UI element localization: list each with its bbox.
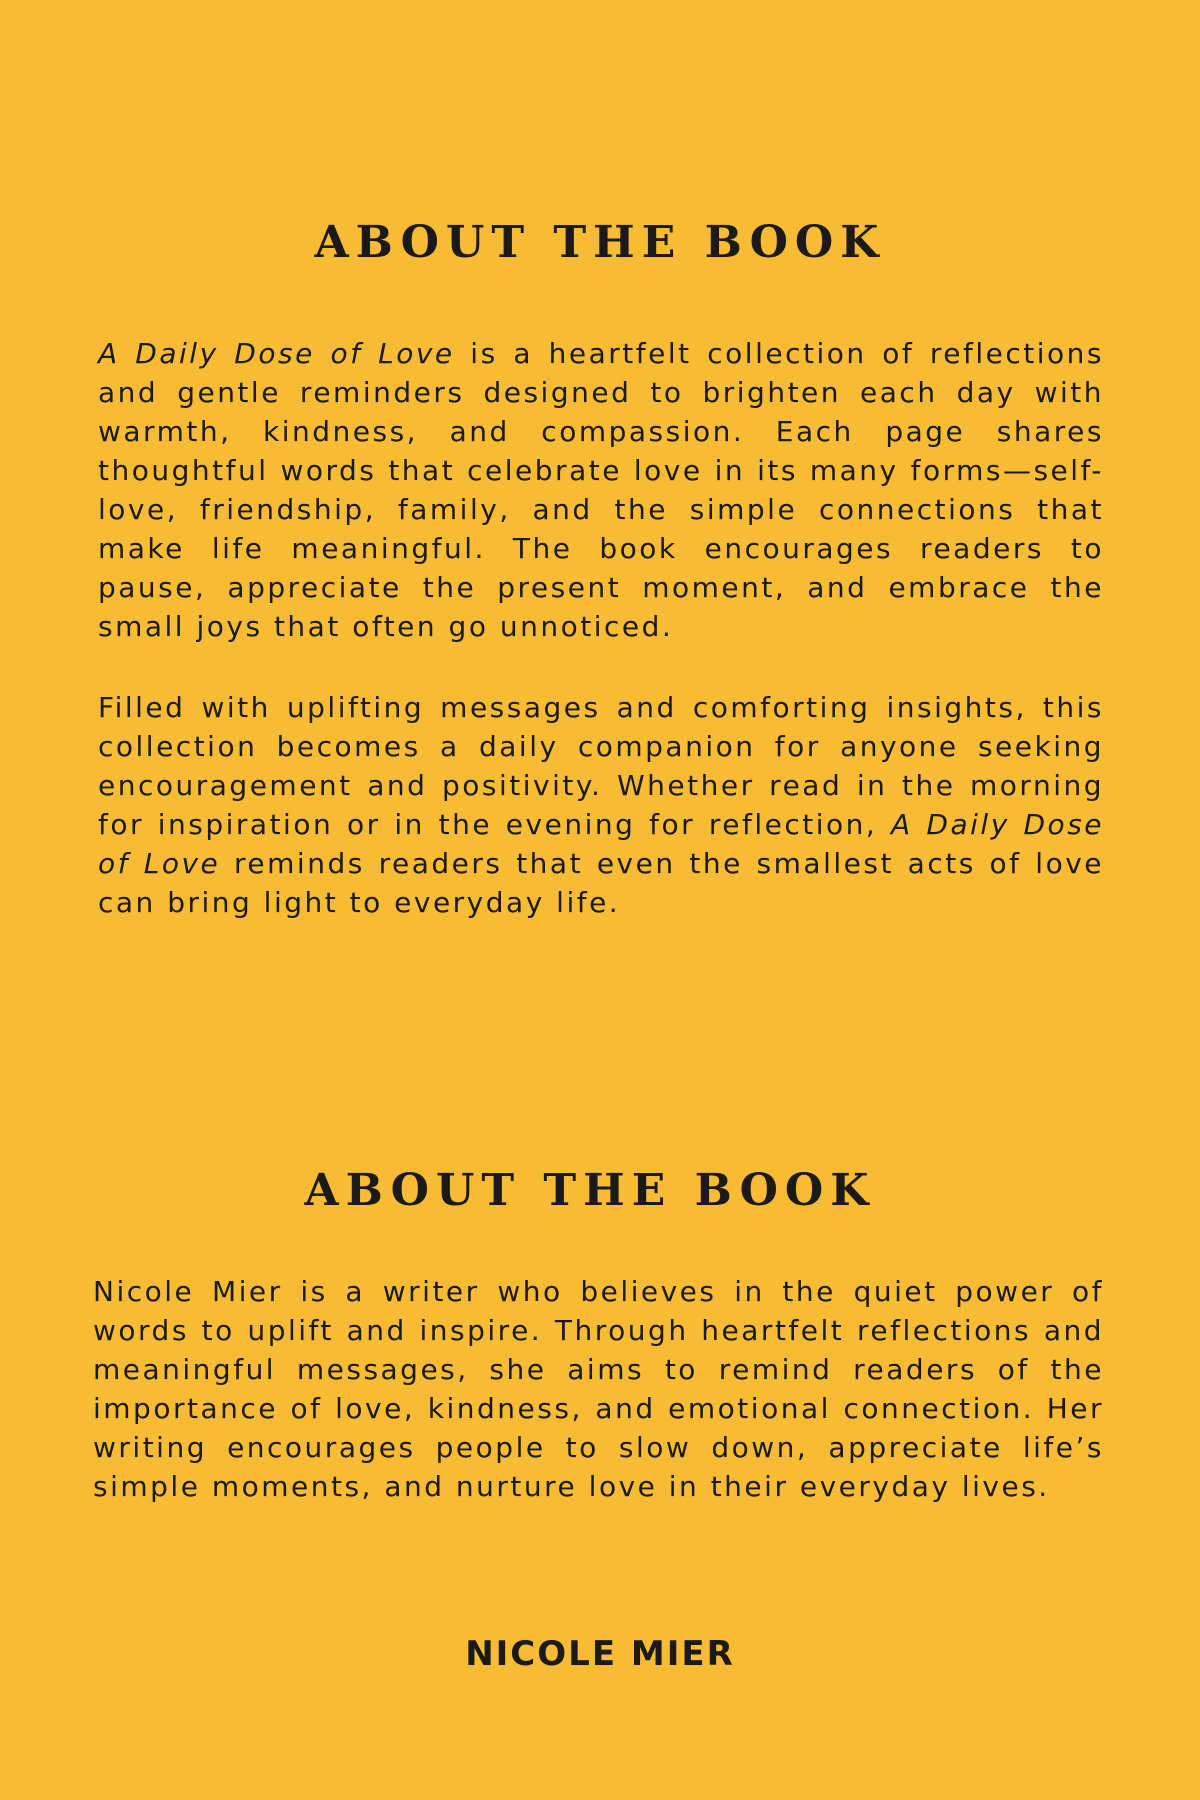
book-description-text: is a heartfelt collection of reflections and gentle reminders designed to brighten each day with warmth, kindness, and compassion. Each page shares thoughtful words that celebrate love in its many forms—self-love, friendship, family, and the simple connections that make life meaningful. The book encourages readers to pause, appreciate the present moment, and embrace the small joys that often go unnoticed. [98, 337, 1105, 643]
about-the-author-heading: ABOUT THE BOOK [304, 1165, 876, 1216]
about-the-book-heading: ABOUT THE BOOK [314, 217, 886, 268]
book-description-text-after: reminds readers that even the smallest acts of love can bring light to everyday life. [98, 847, 1104, 919]
book-title-italic: A Daily Dose of Love [98, 808, 1105, 880]
author-bio-paragraph: Nicole Mier is a writer who believes in the quiet power of words to uplift and inspire. Through heartfelt reflections and meaningful messages, she aims to remind readers of the importance of love, kindness, and emotional connection. Her writing encourages people to slow down, appreciate life’s simple moments, and nurture love in their everyday lives. [93, 1275, 1104, 1503]
book-description-paragraph-2 [98, 688, 1104, 922]
book-title-italic: A Daily Dose of Love [98, 337, 455, 370]
book-description-paragraph-1 [98, 334, 1104, 646]
author-name: NICOLE MIER [465, 1634, 735, 1674]
book-description-text-before: Filled with uplifting messages and comforting insights, this collection becomes a daily companion for anyone seeking encouragement and positivity. Whether read in the morning for inspiration or in the evening for reflection, [98, 691, 1104, 841]
